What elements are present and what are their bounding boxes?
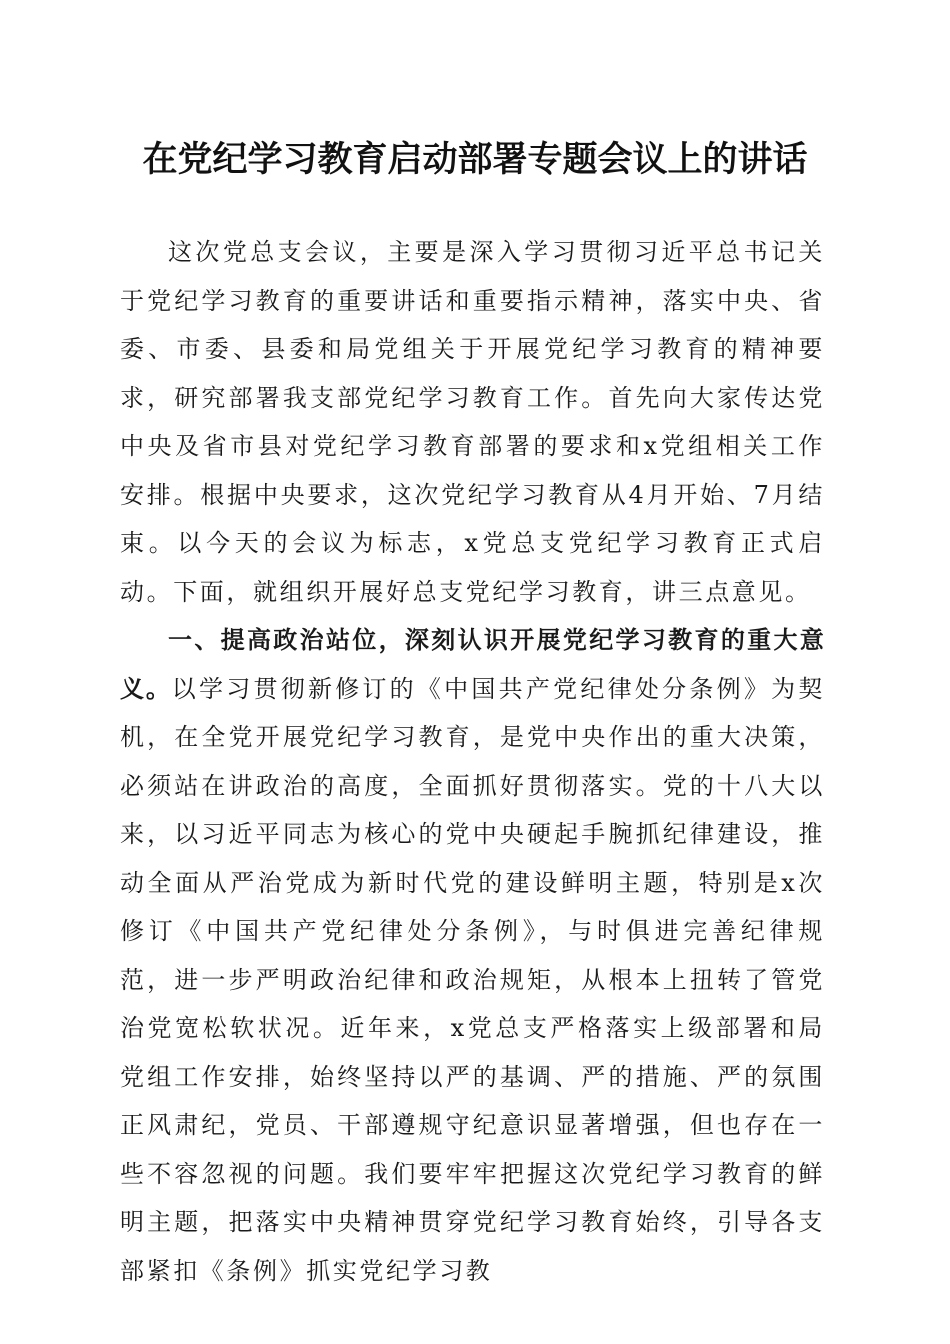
document-body (120, 228, 825, 1295)
section-1-text: 以学习贯彻新修订的《中国共产党纪律处分条例》为契机，在全党开展党纪学习教育，是党中央作出的重大决策，必须站在讲政治的高度，全面抓好贯彻落实。党的十八大以来，以习近平同志为核心的党中央硬起手腕抓纪律建设，推动全面从严治党成为新时代党的建设鲜明主题，特别是x次修订《中国共产党纪律处分条例》，与时俱进完善纪律规范，进一步严明政治纪律和政治规矩，从根本上扭转了管党治党宽松软状况。近年来，x党总支严格落实上级部署和局党组工作安排，始终坚持以严的基调、严的措施、严的氛围正风肃纪，党员、干部遵规守纪意识显著增强，但也存在一些不容忽视的问题。我们要牢牢把握这次党纪学习教育的鲜明主题，把落实中央精神贯穿党纪学习教育始终，引导各支部紧扣《条例》抓实党纪学习教 (120, 674, 825, 1285)
document-title: 在党纪学习教育启动部署专题会议上的讲话 (142, 139, 808, 180)
paragraph-section-1 (120, 616, 825, 1295)
paragraph-intro: 这次党总支会议，主要是深入学习贯彻习近平总书记关于党纪学习教育的重要讲话和重要指示精神，落实中央、省委、市委、县委和局党组关于开展党纪学习教育的精神要求，研究部署我支部党纪学习教育工作。首先向大家传达党中央及省市县对党纪学习教育部署的要求和x党组相关工作安排。根据中央要求，这次党纪学习教育从4月开始、7月结束。以今天的会议为标志，x党总支党纪学习教育正式启动。下面，就组织开展好总支党纪学习教育，讲三点意见。 (120, 238, 825, 606)
section-1-heading: 一、提高政治站位，深刻认识开展党纪学习教育的重大意义。 (120, 625, 825, 703)
